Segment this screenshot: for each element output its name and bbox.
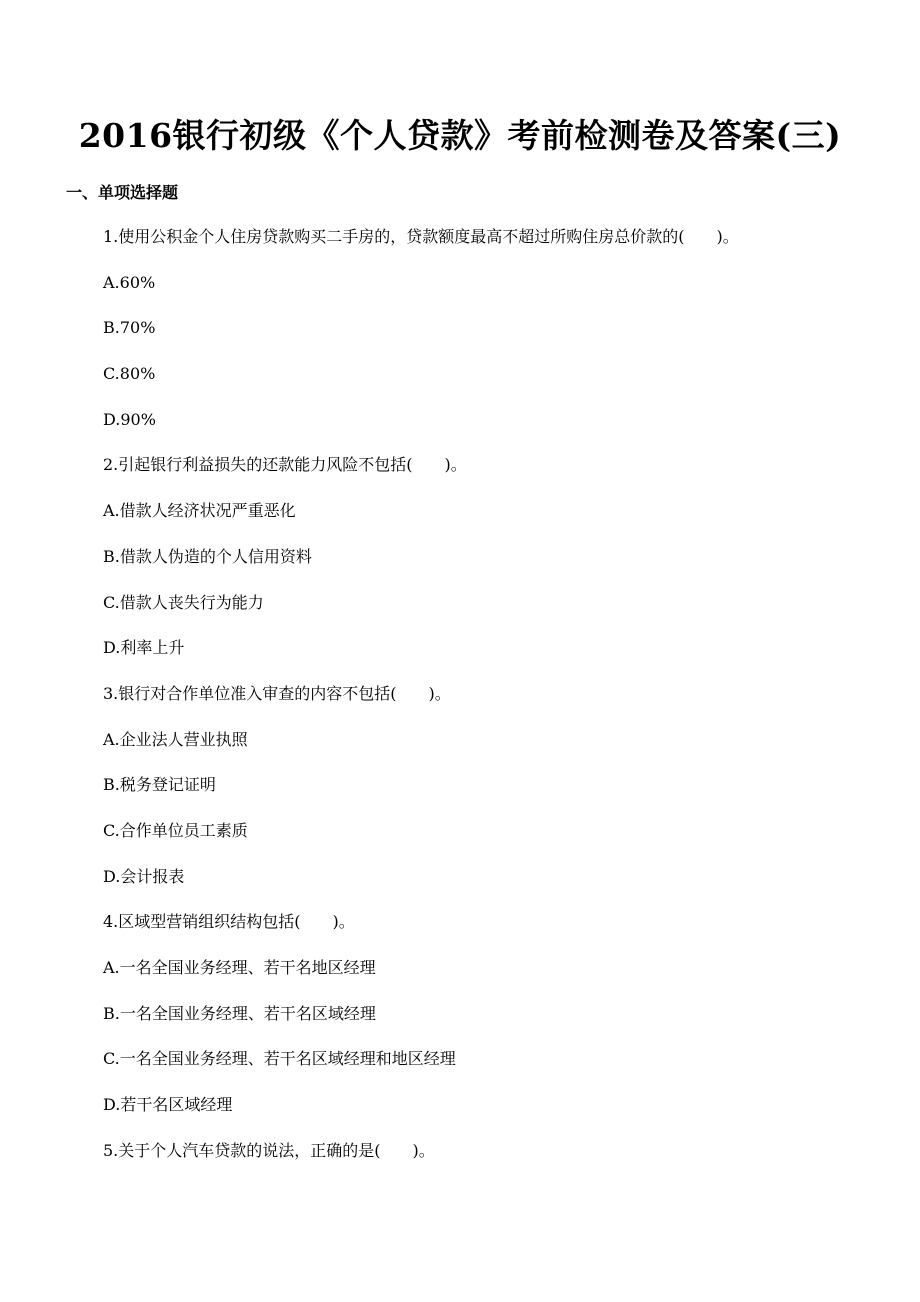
answer-option: B.税务登记证明 <box>103 775 216 795</box>
question-stem: 1.使用公积金个人住房贷款购买二手房的，贷款额度最高不超过所购住房总价款的( )。 <box>103 227 739 246</box>
section-heading: 一、单项选择题 <box>66 183 179 202</box>
answer-option: A.企业法人营业执照 <box>103 729 248 749</box>
answer-option: C.合作单位员工素质 <box>103 820 248 840</box>
question-stem: 5.关于个人汽车贷款的说法，正确的是( )。 <box>103 1140 435 1160</box>
question-stem: 3.银行对合作单位准入审查的内容不包括( )。 <box>103 683 451 703</box>
answer-option: D.若干名区域经理 <box>103 1095 233 1115</box>
answer-option: D.90% <box>103 409 156 429</box>
answer-option: A.借款人经济状况严重恶化 <box>103 501 296 521</box>
page-title: 2016银行初级《个人贷款》考前检测卷及答案(三) <box>78 116 842 155</box>
question-list <box>103 224 893 1183</box>
answer-option: C.借款人丧失行为能力 <box>103 592 264 612</box>
answer-option: A.一名全国业务经理、若干名地区经理 <box>103 958 376 977</box>
answer-option: D.会计报表 <box>103 866 185 886</box>
answer-option: B.一名全国业务经理、若干名区域经理 <box>103 1003 376 1023</box>
answer-option: C.80% <box>103 364 156 384</box>
answer-option: C.一名全国业务经理、若干名区域经理和地区经理 <box>103 1049 456 1069</box>
answer-option: B.70% <box>103 318 156 338</box>
answer-option: A.60% <box>103 272 156 292</box>
question-stem: 2.引起银行利益损失的还款能力风险不包括( )。 <box>103 455 467 475</box>
answer-option: B.借款人伪造的个人信用资料 <box>103 546 312 566</box>
question-stem: 4.区域型营销组织结构包括( )。 <box>103 912 355 932</box>
answer-option: D.利率上升 <box>103 638 185 658</box>
